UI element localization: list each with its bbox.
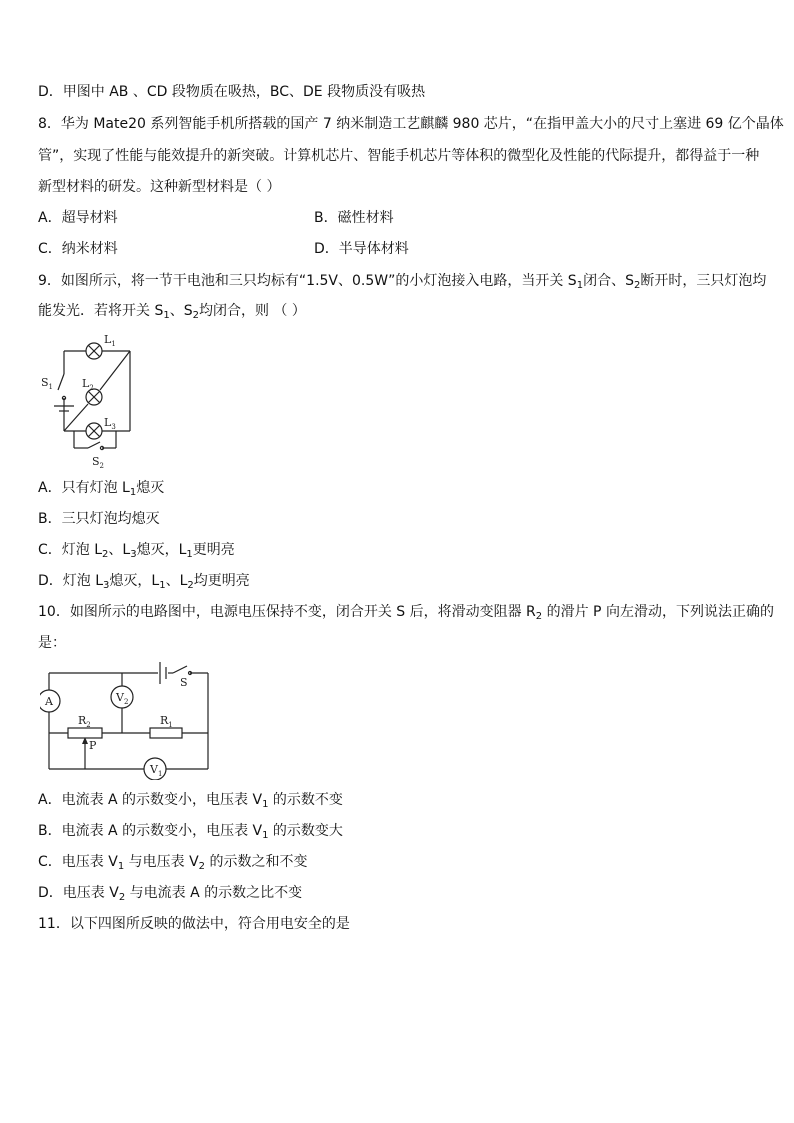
q10-option-b: B．电流表 A 的示数变小，电压表 $V_1$ 的示数变大 xyxy=(38,823,343,841)
resistor-r2 xyxy=(68,728,102,738)
lamp-l1 xyxy=(86,343,102,359)
label-s: S xyxy=(180,676,188,689)
label-s2: $S_2$ xyxy=(92,455,105,470)
label-v2: $V_2$ xyxy=(116,691,129,706)
label-l2: $L_2$ xyxy=(82,377,94,392)
q7-option-d: D．甲图中 AB 、CD 段物质在吸热，BC、DE 段物质没有吸热 xyxy=(38,84,426,100)
q9-option-a: A．只有灯泡 $L_1$熄灭 xyxy=(38,480,165,498)
q8-stem-line2: 管”，实现了性能与能效提升的新突破。计算机芯片、智能手机芯片等体积的微型化及性能的代际提升，都得益于一种 xyxy=(38,148,760,164)
resistor-r1 xyxy=(150,728,182,738)
q8-option-c: C．纳米材料 xyxy=(38,241,118,257)
q11-stem-line1: 11．以下四图所反映的做法中，符合用电安全的是 xyxy=(38,916,350,932)
q9-option-b: B．三只灯泡均熄灭 xyxy=(38,511,160,527)
label-a: A xyxy=(45,695,53,708)
label-s1: $S_1$ xyxy=(41,376,54,391)
label-v1: $V_1$ xyxy=(150,763,163,778)
label-r2: $R_2$ xyxy=(78,714,91,729)
q8-option-a: A．超导材料 xyxy=(38,210,118,226)
q9-option-d: D．灯泡 $L_3$熄灭，$L_1$、$L_2$均更明亮 xyxy=(38,573,250,591)
label-l1: $L_1$ xyxy=(104,333,116,348)
q10-option-c: C．电压表 $V_1$ 与电压表 $V_2$ 的示数之和不变 xyxy=(38,854,308,872)
q9-stem-line2: 能发光．若将开关 $S_1$、$S_2$均闭合，则 （ ） xyxy=(38,303,306,321)
q10-stem-line1: 10．如图所示的电路图中，电源电压保持不变，闭合开关 S 后，将滑动变阻器 $R_2$ 的滑片 P 向左滑动，下列说法正确的 xyxy=(38,604,774,622)
q8-stem-line1: 8．华为 Mate20 系列智能手机所搭载的国产 7 纳米制造工艺麒麟 980 芯片，“在指甲盖大小的尺寸上塞进 69 亿个晶体 xyxy=(38,116,784,132)
q9-circuit-diagram xyxy=(40,330,150,472)
q9-stem-line1: 9．如图所示，将一节干电池和三只均标有“1.5V、0.5W”的小灯泡接入电路，当开关 $S_1$闭合、$S_2$断开时，三只灯泡均 xyxy=(38,273,767,291)
q10-option-d: D．电压表 $V_2$ 与电流表 A 的示数之比不变 xyxy=(38,885,303,903)
label-l3: $L_3$ xyxy=(104,416,116,431)
lamp-l3 xyxy=(86,423,102,439)
label-p: P xyxy=(89,739,97,752)
label-r1: $R_1$ xyxy=(160,714,173,729)
q10-stem-line2: 是： xyxy=(38,635,66,651)
q9-option-c: C．灯泡 $L_2$、$L_3$熄灭，$L_1$更明亮 xyxy=(38,542,235,560)
q8-stem-line3: 新型材料的研发。这种新型材料是（ ） xyxy=(38,179,281,195)
q8-option-d: D．半导体材料 xyxy=(314,241,409,257)
q8-option-b: B．磁性材料 xyxy=(314,210,394,226)
q10-option-a: A．电流表 A 的示数变小，电压表 $V_1$ 的示数不变 xyxy=(38,792,343,810)
q10-circuit-diagram xyxy=(40,656,215,780)
